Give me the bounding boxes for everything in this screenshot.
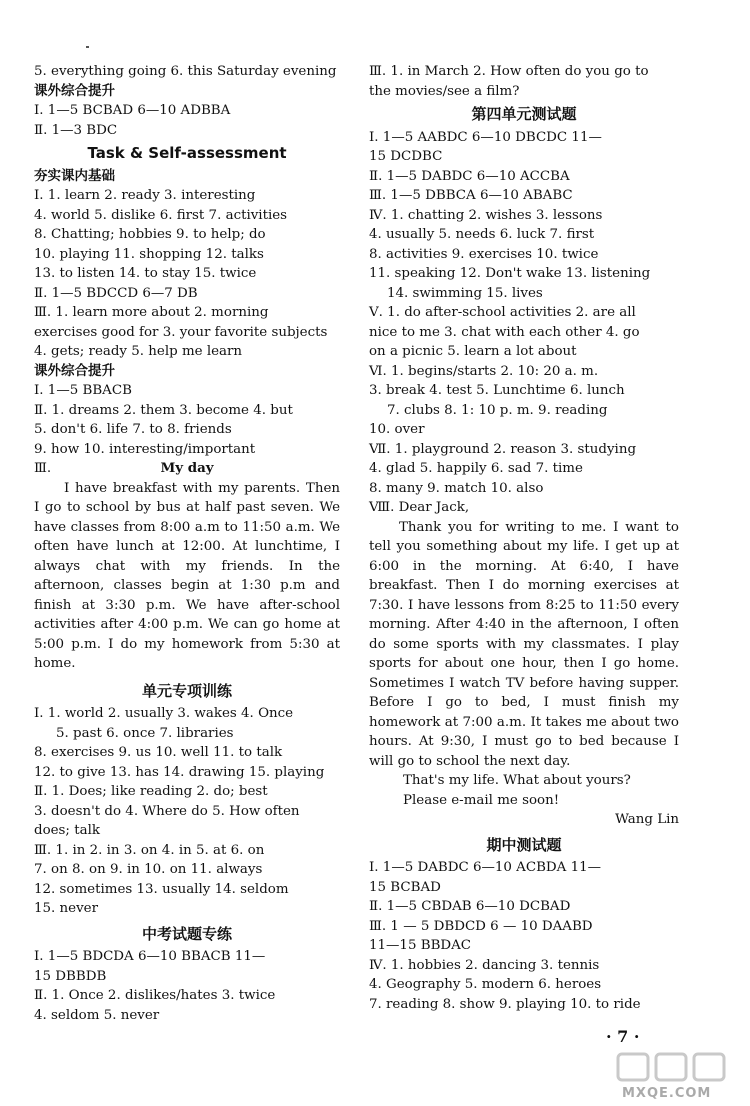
answer-line: 15. never xyxy=(34,901,98,916)
scan-mark xyxy=(86,46,89,48)
answer-line: 8. Chatting; hobbies 9. to help; do xyxy=(34,227,266,242)
answer-line: 8. many 9. match 10. also xyxy=(369,480,544,496)
answer-line: on a picnic 5. learn a lot about xyxy=(369,344,577,359)
answer-line: Ⅷ. Dear Jack, xyxy=(369,500,470,515)
answer-line: Ⅲ. 1—5 DBBCA 6—10 ABABC xyxy=(369,188,573,203)
answer-line: 3. break 4. test 5. Lunchtime 6. lunch xyxy=(369,383,625,398)
answer-line: Ⅱ. 1—5 CBDAB 6—10 DCBAD xyxy=(369,899,571,914)
essay-body: I have breakfast with my parents. Then I go to school by bus at half past seven. We have classes from 8:00 a.m to 11:50 a.m. We often have lunch at 12:00. At lunchtime, I always chat with my friends. In the afternoon, classes begin at 1:30 p.m and finish at 3:30 p.m. We have after-school activities after 4:00 p.m. We can go home at 5:00 p.m. I do my homework from 5:30 at home. xyxy=(34,480,340,671)
watermark-text: MXQE.COM xyxy=(622,1086,712,1101)
answer-line: Ⅱ. 1. Once 2. dislikes/hates 3. twice xyxy=(34,988,276,1003)
answer-line: 4. gets; ready 5. help me learn xyxy=(34,344,243,359)
answer-line: nice to me 3. chat with each other 4. go xyxy=(369,324,640,340)
answer-line: Ⅰ. 1—5 BDCDA 6—10 BBACB 11— xyxy=(34,949,266,964)
answer-line: 15 DBBDB xyxy=(34,968,107,984)
answer-line: does; talk xyxy=(34,823,100,838)
answer-line: Ⅰ. 1. learn 2. ready 3. interesting xyxy=(34,188,256,203)
answer-line: Ⅱ. 1—5 BDCCD 6—7 DB xyxy=(34,285,198,301)
answer-line: Ⅰ. 1—5 AABDC 6—10 DBCDC 11— xyxy=(369,129,602,145)
answer-line: 8. exercises 9. us 10. well 11. to talk xyxy=(34,745,283,760)
section-title-drill: 单元专项训练 xyxy=(141,681,232,700)
answer-line: Ⅳ. 1. hobbies 2. dancing 3. tennis xyxy=(369,957,600,973)
section-title-unit4: 第四单元测试题 xyxy=(471,105,577,123)
question-number: Ⅲ. xyxy=(34,461,52,476)
answer-line: 4. world 5. dislike 6. first 7. activities xyxy=(34,207,288,223)
section-subtitle: 夯实课内基础 xyxy=(34,167,115,184)
letter-signature: Wang Lin xyxy=(615,812,679,827)
answer-line: 11—15 BBDAC xyxy=(369,938,472,953)
answer-line: the movies/see a film? xyxy=(369,83,520,99)
answer-line: 15 DCDBC xyxy=(369,149,443,164)
answer-line: 7. clubs 8. 1: 10 p. m. 9. reading xyxy=(387,402,608,418)
section-title-exam: 中考试题专练 xyxy=(141,924,232,943)
answer-line: 10. over xyxy=(369,422,425,437)
right-column xyxy=(369,62,679,1014)
answer-line: 12. sometimes 13. usually 14. seldom xyxy=(34,881,289,897)
answer-line: 10. playing 11. shopping 12. talks xyxy=(34,246,264,262)
answer-line: 9. how 10. interesting/important xyxy=(34,441,256,457)
essay-heading-row xyxy=(34,459,340,479)
section-subtitle: 课外综合提升 xyxy=(34,362,115,379)
answer-line: 8. activities 9. exercises 10. twice xyxy=(369,246,599,262)
answer-line: Ⅳ. 1. chatting 2. wishes 3. lessons xyxy=(369,207,603,223)
letter-closing: That's my life. What about yours? xyxy=(403,773,631,788)
left-column xyxy=(34,62,340,1025)
answer-line: 14. swimming 15. lives xyxy=(387,285,543,301)
answer-line: Ⅰ. 1—5 DABDC 6—10 ACBDA 11— xyxy=(369,860,602,875)
section-title-midterm: 期中测试题 xyxy=(486,835,562,854)
answer-line: Ⅰ. 1—5 BCBAD 6—10 ADBBA xyxy=(34,103,231,118)
answer-line: 4. usually 5. needs 6. luck 7. first xyxy=(369,227,595,242)
answer-line: 4. seldom 5. never xyxy=(34,1007,160,1023)
answer-line: 5. everything going 6. this Saturday evening xyxy=(34,64,337,79)
answer-line: Ⅴ. 1. do after-school activities 2. are all xyxy=(369,305,636,320)
letter-body: Thank you for writing to me. I want to tell you something about my life. I get up at 6:00 in the morning. At 6:40, I have breakfast. Then I do morning exercises at 7:30. I have lessons from 8:25 to 11:50 every morning. After 4:40 in the afternoon, I often do some sports with my classmates. I play sports for about one hour, then I go home. Sometimes I watch TV before having supper. Before I go to bed, I must finish my homework at 7:00 a.m. It takes me about two hours. At 9:30, I must go to bed because I will go to school the next day. xyxy=(369,519,679,769)
answer-line: Ⅰ. 1—5 BBACB xyxy=(34,383,132,398)
essay-title: My day xyxy=(160,460,214,476)
answer-line: 11. speaking 12. Don't wake 13. listening xyxy=(369,266,651,281)
answer-line: Ⅲ. 1. in 2. in 3. on 4. in 5. at 6. on xyxy=(34,842,265,858)
answer-line: Ⅱ. 1—5 DABDC 6—10 ACCBA xyxy=(369,168,570,184)
answer-line: 13. to listen 14. to stay 15. twice xyxy=(34,266,257,281)
answer-line: 4. Geography 5. modern 6. heroes xyxy=(369,977,602,992)
answer-line: 7. on 8. on 9. in 10. on 11. always xyxy=(34,862,263,877)
answer-line: Ⅶ. 1. playground 2. reason 3. studying xyxy=(369,441,637,457)
answer-line: Ⅱ. 1. Does; like reading 2. do; best xyxy=(34,784,268,799)
section-title-task: Task & Self-assessment xyxy=(87,144,287,162)
answer-line: Ⅰ. 1. world 2. usually 3. wakes 4. Once xyxy=(34,706,294,721)
answer-line: 7. reading 8. show 9. playing 10. to ride xyxy=(369,996,641,1012)
answer-line: Ⅵ. 1. begins/starts 2. 10: 20 a. m. xyxy=(369,363,599,379)
answer-line: exercises good for 3. your favorite subjects xyxy=(34,324,328,340)
page-number: · 7 · xyxy=(606,1027,640,1046)
section-subtitle: 课外综合提升 xyxy=(34,82,115,99)
watermark-logo xyxy=(608,1050,743,1102)
answer-line: 5. past 6. once 7. libraries xyxy=(56,725,234,741)
answer-line: 12. to give 13. has 14. drawing 15. playing xyxy=(34,764,325,780)
answer-line: Ⅲ. 1 — 5 DBDCD 6 — 10 DAABD xyxy=(369,918,593,934)
letter-closing: Please e-mail me soon! xyxy=(403,792,560,808)
answer-line: 15 BCBAD xyxy=(369,879,441,895)
answer-line: 3. doesn't do 4. Where do 5. How often xyxy=(34,803,300,819)
answer-line: Ⅲ. 1. in March 2. How often do you go to xyxy=(369,64,649,79)
answer-line: 4. glad 5. happily 6. sad 7. time xyxy=(369,461,583,476)
answer-line: 5. don't 6. life 7. to 8. friends xyxy=(34,422,232,437)
answer-line: Ⅲ. 1. learn more about 2. morning xyxy=(34,305,269,320)
answer-line: Ⅱ. 1—3 BDC xyxy=(34,122,118,138)
answer-line: Ⅱ. 1. dreams 2. them 3. become 4. but xyxy=(34,402,293,418)
